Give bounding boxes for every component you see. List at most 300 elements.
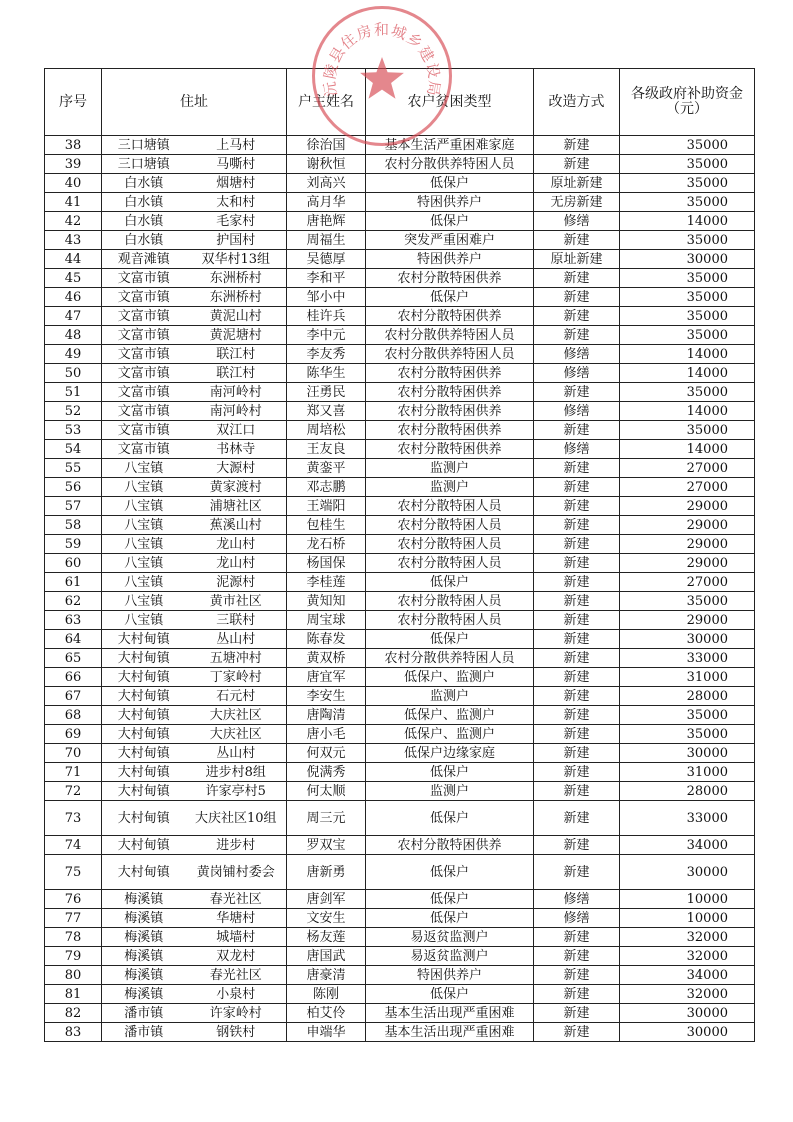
cell-method: 新建 xyxy=(534,763,620,782)
cell-no: 45 xyxy=(45,269,102,288)
cell-village: 黄家渡村 xyxy=(186,478,287,497)
cell-owner: 黄知知 xyxy=(287,592,366,611)
cell-owner: 刘高兴 xyxy=(287,174,366,193)
cell-method: 新建 xyxy=(534,966,620,985)
cell-village: 许家亭村5 xyxy=(186,782,287,801)
header-owner: 户主姓名 xyxy=(287,69,366,136)
cell-poverty-type: 低保户 xyxy=(366,890,534,909)
cell-owner: 唐新勇 xyxy=(287,855,366,890)
cell-method: 新建 xyxy=(534,155,620,174)
table-row xyxy=(45,985,755,1004)
cell-owner: 杨友莲 xyxy=(287,928,366,947)
cell-poverty-type: 低保户 xyxy=(366,630,534,649)
cell-no: 75 xyxy=(45,855,102,890)
table-row xyxy=(45,947,755,966)
cell-village: 石元村 xyxy=(186,687,287,706)
cell-no: 50 xyxy=(45,364,102,383)
table-row xyxy=(45,725,755,744)
cell-owner: 唐小毛 xyxy=(287,725,366,744)
cell-no: 40 xyxy=(45,174,102,193)
cell-method: 新建 xyxy=(534,421,620,440)
cell-poverty-type: 农村分散特困供养 xyxy=(366,364,534,383)
cell-town: 大村甸镇 xyxy=(102,725,186,744)
cell-town: 白水镇 xyxy=(102,174,186,193)
cell-village: 南河岭村 xyxy=(186,383,287,402)
cell-poverty-type: 基本生活出现严重困难 xyxy=(366,1023,534,1042)
cell-method: 新建 xyxy=(534,573,620,592)
cell-village: 丛山村 xyxy=(186,630,287,649)
cell-owner: 陈华生 xyxy=(287,364,366,383)
cell-village: 太和村 xyxy=(186,193,287,212)
cell-no: 69 xyxy=(45,725,102,744)
cell-village: 马嘶村 xyxy=(186,155,287,174)
table-row xyxy=(45,630,755,649)
cell-town: 八宝镇 xyxy=(102,516,186,535)
cell-subsidy: 33000 xyxy=(620,649,755,668)
cell-subsidy: 35000 xyxy=(620,592,755,611)
cell-subsidy: 29000 xyxy=(620,535,755,554)
table-row xyxy=(45,269,755,288)
cell-no: 49 xyxy=(45,345,102,364)
cell-subsidy: 35000 xyxy=(620,383,755,402)
cell-owner: 文安生 xyxy=(287,909,366,928)
cell-poverty-type: 农村分散特困人员 xyxy=(366,535,534,554)
cell-poverty-type: 特困供养户 xyxy=(366,966,534,985)
table-row xyxy=(45,402,755,421)
cell-method: 新建 xyxy=(534,516,620,535)
cell-poverty-type: 低保户 xyxy=(366,855,534,890)
cell-town: 大村甸镇 xyxy=(102,649,186,668)
cell-town: 文富市镇 xyxy=(102,402,186,421)
cell-no: 76 xyxy=(45,890,102,909)
cell-subsidy: 35000 xyxy=(620,725,755,744)
cell-owner: 龙石桥 xyxy=(287,535,366,554)
table-row xyxy=(45,611,755,630)
table-row xyxy=(45,554,755,573)
cell-subsidy: 34000 xyxy=(620,836,755,855)
cell-subsidy: 10000 xyxy=(620,890,755,909)
cell-method: 修缮 xyxy=(534,890,620,909)
cell-town: 梅溪镇 xyxy=(102,928,186,947)
cell-village: 大庆社区 xyxy=(186,725,287,744)
cell-village: 丛山村 xyxy=(186,744,287,763)
cell-village: 黄泥塘村 xyxy=(186,326,287,345)
cell-village: 大庆社区10组 xyxy=(186,801,287,836)
cell-owner: 何双元 xyxy=(287,744,366,763)
table-row xyxy=(45,687,755,706)
cell-poverty-type: 农村分散供养特困人员 xyxy=(366,155,534,174)
cell-town: 文富市镇 xyxy=(102,326,186,345)
cell-town: 大村甸镇 xyxy=(102,801,186,836)
cell-method: 新建 xyxy=(534,288,620,307)
cell-town: 大村甸镇 xyxy=(102,855,186,890)
cell-no: 39 xyxy=(45,155,102,174)
cell-village: 大庆社区 xyxy=(186,706,287,725)
cell-poverty-type: 监测户 xyxy=(366,782,534,801)
cell-village: 华塘村 xyxy=(186,909,287,928)
cell-method: 新建 xyxy=(534,554,620,573)
cell-no: 67 xyxy=(45,687,102,706)
cell-method: 新建 xyxy=(534,535,620,554)
cell-method: 新建 xyxy=(534,801,620,836)
cell-village: 东洲桥村 xyxy=(186,288,287,307)
table-row xyxy=(45,231,755,250)
cell-village: 进步村 xyxy=(186,836,287,855)
table-row xyxy=(45,801,755,836)
cell-no: 46 xyxy=(45,288,102,307)
cell-village: 蕉溪山村 xyxy=(186,516,287,535)
cell-village: 丁家岭村 xyxy=(186,668,287,687)
cell-no: 77 xyxy=(45,909,102,928)
cell-method: 原址新建 xyxy=(534,250,620,269)
cell-no: 73 xyxy=(45,801,102,836)
cell-method: 新建 xyxy=(534,630,620,649)
cell-subsidy: 14000 xyxy=(620,440,755,459)
cell-subsidy: 31000 xyxy=(620,668,755,687)
cell-village: 龙山村 xyxy=(186,535,287,554)
cell-subsidy: 35000 xyxy=(620,231,755,250)
cell-subsidy: 30000 xyxy=(620,744,755,763)
cell-town: 八宝镇 xyxy=(102,592,186,611)
cell-method: 新建 xyxy=(534,668,620,687)
cell-village: 南河岭村 xyxy=(186,402,287,421)
cell-town: 八宝镇 xyxy=(102,497,186,516)
cell-town: 三口塘镇 xyxy=(102,155,186,174)
cell-owner: 李安生 xyxy=(287,687,366,706)
table-row xyxy=(45,573,755,592)
cell-owner: 黄双桥 xyxy=(287,649,366,668)
cell-subsidy: 28000 xyxy=(620,687,755,706)
table-header-row xyxy=(45,69,755,136)
cell-poverty-type: 农村分散特困供养 xyxy=(366,269,534,288)
cell-village: 许家岭村 xyxy=(186,1004,287,1023)
cell-village: 联江村 xyxy=(186,364,287,383)
cell-village: 黄岗铺村委会 xyxy=(186,855,287,890)
cell-village: 龙山村 xyxy=(186,554,287,573)
cell-no: 64 xyxy=(45,630,102,649)
cell-poverty-type: 农村分散特困供养 xyxy=(366,402,534,421)
cell-no: 48 xyxy=(45,326,102,345)
cell-poverty-type: 低保户、监测户 xyxy=(366,706,534,725)
table-row xyxy=(45,459,755,478)
cell-poverty-type: 农村分散供养特困人员 xyxy=(366,326,534,345)
cell-no: 44 xyxy=(45,250,102,269)
cell-village: 春光社区 xyxy=(186,890,287,909)
cell-town: 文富市镇 xyxy=(102,383,186,402)
table-row xyxy=(45,592,755,611)
cell-subsidy: 30000 xyxy=(620,855,755,890)
cell-village: 毛家村 xyxy=(186,212,287,231)
cell-poverty-type: 监测户 xyxy=(366,478,534,497)
cell-owner: 包桂生 xyxy=(287,516,366,535)
cell-subsidy: 30000 xyxy=(620,250,755,269)
cell-owner: 杨国保 xyxy=(287,554,366,573)
cell-owner: 唐豪清 xyxy=(287,966,366,985)
cell-method: 修缮 xyxy=(534,909,620,928)
cell-subsidy: 35000 xyxy=(620,706,755,725)
cell-owner: 唐艳辉 xyxy=(287,212,366,231)
cell-village: 大源村 xyxy=(186,459,287,478)
cell-subsidy: 28000 xyxy=(620,782,755,801)
cell-poverty-type: 低保户 xyxy=(366,801,534,836)
cell-no: 74 xyxy=(45,836,102,855)
cell-method: 修缮 xyxy=(534,345,620,364)
cell-poverty-type: 农村分散供养特困人员 xyxy=(366,345,534,364)
cell-poverty-type: 农村分散特困人员 xyxy=(366,497,534,516)
table-row xyxy=(45,890,755,909)
table-row xyxy=(45,928,755,947)
table-row xyxy=(45,193,755,212)
cell-no: 70 xyxy=(45,744,102,763)
cell-no: 53 xyxy=(45,421,102,440)
cell-town: 文富市镇 xyxy=(102,440,186,459)
cell-poverty-type: 农村分散特困供养 xyxy=(366,421,534,440)
cell-method: 新建 xyxy=(534,649,620,668)
cell-owner: 申端华 xyxy=(287,1023,366,1042)
table-row xyxy=(45,1004,755,1023)
cell-poverty-type: 农村分散特困人员 xyxy=(366,554,534,573)
cell-no: 65 xyxy=(45,649,102,668)
table-row xyxy=(45,250,755,269)
cell-town: 八宝镇 xyxy=(102,554,186,573)
cell-town: 大村甸镇 xyxy=(102,836,186,855)
cell-method: 新建 xyxy=(534,947,620,966)
cell-subsidy: 29000 xyxy=(620,611,755,630)
cell-town: 文富市镇 xyxy=(102,288,186,307)
cell-owner: 李和平 xyxy=(287,269,366,288)
table-row xyxy=(45,836,755,855)
table-row xyxy=(45,668,755,687)
cell-owner: 何太顺 xyxy=(287,782,366,801)
cell-poverty-type: 低保户 xyxy=(366,573,534,592)
cell-no: 82 xyxy=(45,1004,102,1023)
cell-subsidy: 27000 xyxy=(620,573,755,592)
cell-subsidy: 29000 xyxy=(620,497,755,516)
cell-town: 大村甸镇 xyxy=(102,763,186,782)
cell-poverty-type: 农村分散特困供养 xyxy=(366,383,534,402)
cell-town: 大村甸镇 xyxy=(102,782,186,801)
table-row xyxy=(45,383,755,402)
cell-no: 63 xyxy=(45,611,102,630)
cell-no: 52 xyxy=(45,402,102,421)
cell-no: 58 xyxy=(45,516,102,535)
header-subsidy: 各级政府补助资金（元） xyxy=(620,69,755,136)
cell-town: 潘市镇 xyxy=(102,1004,186,1023)
cell-poverty-type: 农村分散特困人员 xyxy=(366,516,534,535)
cell-town: 文富市镇 xyxy=(102,269,186,288)
table-row xyxy=(45,497,755,516)
cell-town: 文富市镇 xyxy=(102,345,186,364)
cell-town: 梅溪镇 xyxy=(102,890,186,909)
table-row xyxy=(45,288,755,307)
header-no: 序号 xyxy=(45,69,102,136)
cell-no: 60 xyxy=(45,554,102,573)
cell-poverty-type: 农村分散特困供养 xyxy=(366,307,534,326)
cell-poverty-type: 农村分散特困供养 xyxy=(366,836,534,855)
cell-subsidy: 33000 xyxy=(620,801,755,836)
table-row xyxy=(45,440,755,459)
cell-town: 梅溪镇 xyxy=(102,909,186,928)
cell-village: 泥源村 xyxy=(186,573,287,592)
cell-poverty-type: 农村分散特困人员 xyxy=(366,611,534,630)
cell-village: 城墙村 xyxy=(186,928,287,947)
cell-village: 联江村 xyxy=(186,345,287,364)
cell-method: 新建 xyxy=(534,985,620,1004)
cell-owner: 谢秋恒 xyxy=(287,155,366,174)
cell-subsidy: 29000 xyxy=(620,554,755,573)
cell-town: 梅溪镇 xyxy=(102,966,186,985)
table-row xyxy=(45,1023,755,1042)
cell-village: 钢铁村 xyxy=(186,1023,287,1042)
cell-method: 新建 xyxy=(534,269,620,288)
cell-method: 新建 xyxy=(534,782,620,801)
cell-poverty-type: 农村分散特困人员 xyxy=(366,592,534,611)
cell-owner: 邹小中 xyxy=(287,288,366,307)
cell-town: 大村甸镇 xyxy=(102,630,186,649)
table-row xyxy=(45,855,755,890)
cell-poverty-type: 特困供养户 xyxy=(366,250,534,269)
cell-no: 54 xyxy=(45,440,102,459)
cell-village: 双龙村 xyxy=(186,947,287,966)
cell-town: 八宝镇 xyxy=(102,478,186,497)
cell-town: 白水镇 xyxy=(102,212,186,231)
table-row xyxy=(45,364,755,383)
cell-method: 新建 xyxy=(534,836,620,855)
cell-town: 大村甸镇 xyxy=(102,706,186,725)
cell-poverty-type: 低保户、监测户 xyxy=(366,668,534,687)
cell-no: 55 xyxy=(45,459,102,478)
cell-subsidy: 35000 xyxy=(620,307,755,326)
cell-no: 78 xyxy=(45,928,102,947)
cell-subsidy: 35000 xyxy=(620,326,755,345)
table-row xyxy=(45,744,755,763)
cell-no: 42 xyxy=(45,212,102,231)
cell-subsidy: 32000 xyxy=(620,985,755,1004)
table-row xyxy=(45,478,755,497)
cell-poverty-type: 监测户 xyxy=(366,687,534,706)
cell-no: 38 xyxy=(45,136,102,155)
cell-owner: 吴德厚 xyxy=(287,250,366,269)
cell-poverty-type: 突发严重困难户 xyxy=(366,231,534,250)
cell-poverty-type: 易返贫监测户 xyxy=(366,947,534,966)
cell-subsidy: 35000 xyxy=(620,288,755,307)
cell-owner: 汪勇民 xyxy=(287,383,366,402)
cell-poverty-type: 基本生活严重困难家庭 xyxy=(366,136,534,155)
cell-method: 修缮 xyxy=(534,402,620,421)
cell-town: 八宝镇 xyxy=(102,573,186,592)
cell-town: 潘市镇 xyxy=(102,1023,186,1042)
cell-owner: 唐陶清 xyxy=(287,706,366,725)
cell-method: 原址新建 xyxy=(534,174,620,193)
cell-poverty-type: 农村分散供养特困人员 xyxy=(366,649,534,668)
cell-no: 41 xyxy=(45,193,102,212)
cell-owner: 倪满秀 xyxy=(287,763,366,782)
cell-poverty-type: 低保户 xyxy=(366,212,534,231)
cell-subsidy: 35000 xyxy=(620,136,755,155)
cell-owner: 唐宜军 xyxy=(287,668,366,687)
cell-poverty-type: 监测户 xyxy=(366,459,534,478)
cell-town: 文富市镇 xyxy=(102,421,186,440)
cell-no: 57 xyxy=(45,497,102,516)
cell-village: 护国村 xyxy=(186,231,287,250)
table-row xyxy=(45,136,755,155)
cell-owner: 陈刚 xyxy=(287,985,366,1004)
cell-owner: 王友良 xyxy=(287,440,366,459)
cell-poverty-type: 低保户 xyxy=(366,174,534,193)
table-row xyxy=(45,535,755,554)
table-row xyxy=(45,345,755,364)
cell-town: 三口塘镇 xyxy=(102,136,186,155)
cell-poverty-type: 低保户 xyxy=(366,288,534,307)
table-row xyxy=(45,763,755,782)
cell-no: 59 xyxy=(45,535,102,554)
cell-method: 新建 xyxy=(534,326,620,345)
cell-owner: 唐国武 xyxy=(287,947,366,966)
cell-no: 43 xyxy=(45,231,102,250)
cell-village: 五塘冲村 xyxy=(186,649,287,668)
header-poverty-type: 农户贫困类型 xyxy=(366,69,534,136)
cell-owner: 王端阳 xyxy=(287,497,366,516)
cell-subsidy: 27000 xyxy=(620,459,755,478)
header-method: 改造方式 xyxy=(534,69,620,136)
cell-subsidy: 35000 xyxy=(620,269,755,288)
cell-subsidy: 14000 xyxy=(620,212,755,231)
cell-method: 新建 xyxy=(534,497,620,516)
cell-method: 新建 xyxy=(534,855,620,890)
cell-method: 新建 xyxy=(534,231,620,250)
table-row xyxy=(45,516,755,535)
cell-owner: 黄銮平 xyxy=(287,459,366,478)
cell-owner: 李友秀 xyxy=(287,345,366,364)
cell-owner: 徐治国 xyxy=(287,136,366,155)
cell-method: 修缮 xyxy=(534,364,620,383)
cell-method: 新建 xyxy=(534,459,620,478)
cell-village: 东洲桥村 xyxy=(186,269,287,288)
cell-owner: 柏艾伶 xyxy=(287,1004,366,1023)
cell-village: 烟塘村 xyxy=(186,174,287,193)
cell-owner: 周三元 xyxy=(287,801,366,836)
cell-poverty-type: 低保户 xyxy=(366,763,534,782)
cell-method: 新建 xyxy=(534,611,620,630)
cell-village: 黄泥山村 xyxy=(186,307,287,326)
cell-town: 大村甸镇 xyxy=(102,687,186,706)
cell-town: 八宝镇 xyxy=(102,611,186,630)
cell-no: 80 xyxy=(45,966,102,985)
cell-village: 双江口 xyxy=(186,421,287,440)
cell-poverty-type: 农村分散特困供养 xyxy=(366,440,534,459)
cell-method: 新建 xyxy=(534,383,620,402)
table-row xyxy=(45,212,755,231)
table-row xyxy=(45,326,755,345)
cell-village: 春光社区 xyxy=(186,966,287,985)
cell-subsidy: 14000 xyxy=(620,364,755,383)
cell-subsidy: 30000 xyxy=(620,630,755,649)
cell-method: 新建 xyxy=(534,136,620,155)
cell-no: 81 xyxy=(45,985,102,1004)
cell-town: 文富市镇 xyxy=(102,307,186,326)
cell-no: 72 xyxy=(45,782,102,801)
cell-method: 新建 xyxy=(534,1004,620,1023)
cell-town: 白水镇 xyxy=(102,193,186,212)
cell-subsidy: 32000 xyxy=(620,947,755,966)
cell-poverty-type: 特困供养户 xyxy=(366,193,534,212)
cell-village: 黄市社区 xyxy=(186,592,287,611)
cell-subsidy: 29000 xyxy=(620,516,755,535)
cell-subsidy: 27000 xyxy=(620,478,755,497)
cell-town: 八宝镇 xyxy=(102,459,186,478)
cell-no: 66 xyxy=(45,668,102,687)
table-row xyxy=(45,174,755,193)
